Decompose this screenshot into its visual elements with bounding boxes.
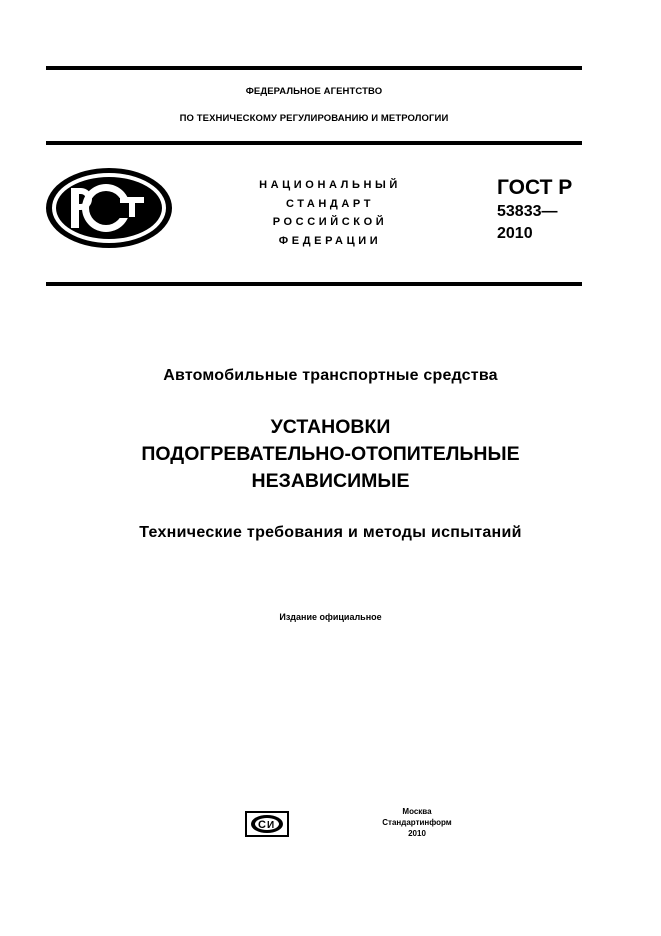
publisher-name: Стандартинформ — [382, 818, 452, 827]
publisher-city: Москва — [402, 807, 432, 816]
svg-text:И: И — [267, 820, 275, 831]
standartinform-logo-icon — [245, 811, 289, 837]
national-line-2: СТАНДАРТ — [285, 197, 375, 210]
subject-title: Автомобильные транспортные средства — [163, 367, 498, 384]
main-title-line-2: ПОДОГРЕВАТЕЛЬНО-ОТОПИТЕЛЬНЫЕ — [141, 443, 520, 465]
bottom-rule — [46, 282, 582, 286]
agency-line-2: ПО ТЕХНИЧЕСКОМУ РЕГУЛИРОВАНИЮ И МЕТРОЛОГИИ — [179, 113, 449, 124]
national-line-3: РОССИЙСКОЙ — [272, 216, 388, 228]
top-rule — [46, 66, 582, 70]
publisher-year: 2010 — [408, 829, 426, 838]
rst-certification-mark-icon — [44, 166, 174, 250]
gost-number: 53833— — [497, 203, 558, 220]
main-title-line-3: НЕЗАВИСИМЫЕ — [251, 470, 410, 492]
main-title-line-1: УСТАНОВКИ — [270, 416, 391, 438]
svg-text:С: С — [258, 819, 266, 831]
gost-year: 2010 — [497, 225, 533, 242]
middle-rule — [46, 141, 582, 145]
national-line-4: ФЕДЕРАЦИИ — [278, 234, 382, 247]
agency-line-1: ФЕДЕРАЛЬНОЕ АГЕНТСТВО — [245, 86, 383, 97]
edition-label: Издание официальное — [279, 612, 382, 622]
subtitle: Технические требования и методы испытаний — [139, 524, 522, 541]
publisher-info — [372, 806, 462, 839]
main-title — [0, 414, 661, 495]
national-line-1: НАЦИОНАЛЬНЫЙ — [259, 179, 401, 191]
national-standard-label — [220, 176, 440, 250]
gost-label: ГОСТ Р — [497, 176, 573, 199]
